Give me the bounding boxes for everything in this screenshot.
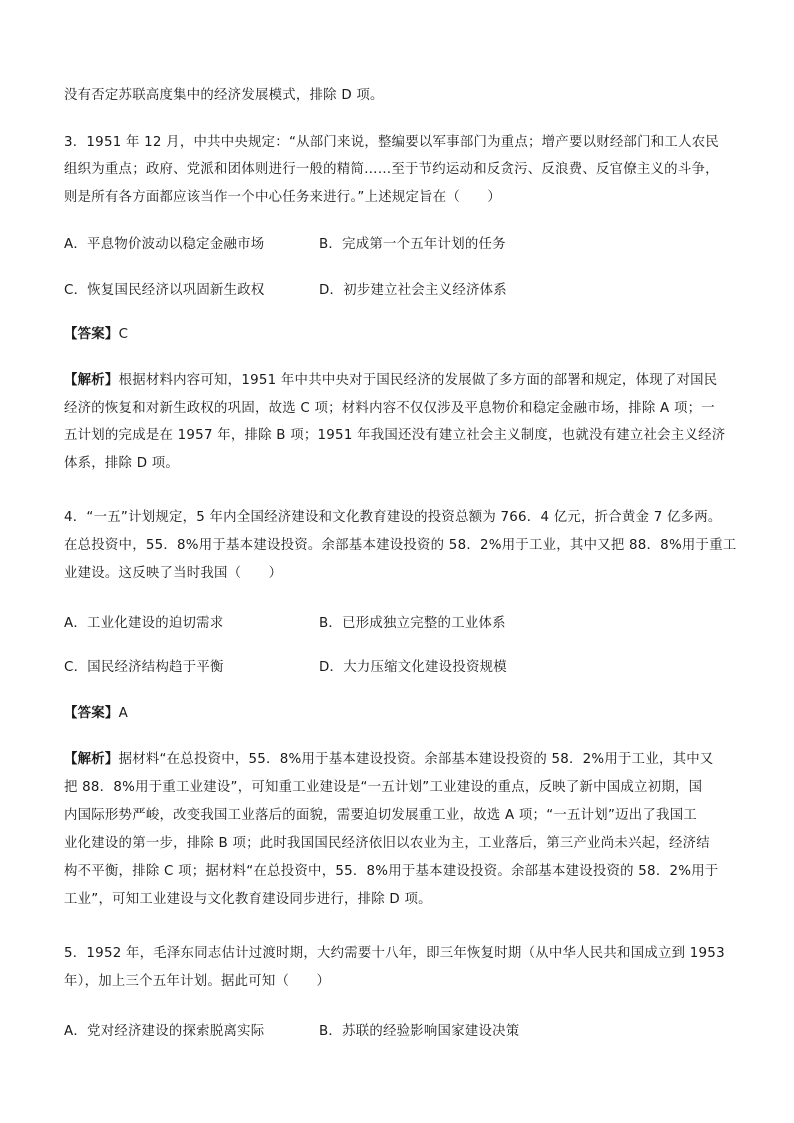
q3-stem-line-3: 则是所有各方面都应该当作一个中心任务来进行。”上述规定旨在（ ） bbox=[64, 190, 501, 205]
q3-answer bbox=[64, 325, 128, 345]
q3-option-b: B．完成第一个五年计划的任务 bbox=[319, 237, 506, 252]
q3-analysis-line-4: 体系，排除 D 项。 bbox=[64, 456, 180, 471]
q4-option-a: A．工业化建设的迫切需求 bbox=[64, 616, 224, 631]
analysis-text: 据材料“在总投资中，55．8%用于基本建设投资。余部基本建设投资的 58．2%用于工业，其中又 bbox=[118, 752, 714, 767]
answer-label: 【答案】 bbox=[64, 706, 119, 721]
q3-analysis-line-3: 五计划的完成是在 1957 年，排除 B 项；1951 年我国还没有建立社会主义制度，也就没有建立社会主义经济 bbox=[64, 428, 726, 443]
q4-analysis-line-6: 工业”，可知工业建设与文化教育建设同步进行，排除 D 项。 bbox=[64, 892, 432, 907]
q4-analysis-line-3: 内国际形势严峻，改变我国工业落后的面貌，需要迫切发展重工业，故选 A 项；“一五计划”迈出了我国工 bbox=[64, 808, 697, 823]
q3-option-d: D．初步建立社会主义经济体系 bbox=[319, 283, 507, 298]
q4-analysis-line-5: 构不平衡，排除 C 项；据材料“在总投资中，55．8%用于基本建设投资。余部基本建设投资的 58．2%用于 bbox=[64, 864, 719, 879]
q3-stem-line-2: 组织为重点；政府、党派和团体则进行一般的精简……至于节约运动和反贪污、反浪费、反官僚主义的斗争， bbox=[64, 162, 719, 177]
q3-stem-line-1: 3．1951 年 12 月，中共中央规定：“从部门来说，整编要以军事部门为重点；增产要以财经部门和工人农民 bbox=[64, 135, 719, 150]
q4-stem-line-3: 业建设。这反映了当时我国（ ） bbox=[64, 566, 283, 581]
answer-label: 【答案】 bbox=[64, 327, 119, 342]
q4-analysis-line-4: 业化建设的第一步，排除 B 项；此时我国国民经济依旧以农业为主，工业落后，第三产业尚未兴起，经济结 bbox=[64, 836, 710, 851]
q3-option-a: A．平息物价波动以稳定金融市场 bbox=[64, 237, 265, 252]
q3-analysis-line-1 bbox=[64, 371, 717, 391]
q4-analysis-line-1 bbox=[64, 750, 714, 770]
q5-stem-line-2: 年），加上三个五年计划。据此可知（ ） bbox=[64, 974, 331, 989]
answer-value: C bbox=[118, 327, 129, 342]
q4-option-c: C．国民经济结构趋于平衡 bbox=[64, 660, 224, 675]
q3-option-c: C．恢复国民经济以巩固新生政权 bbox=[64, 283, 265, 298]
q4-option-b: B．已形成独立完整的工业体系 bbox=[319, 616, 506, 631]
q4-stem-line-2: 在总投资中，55．8%用于基本建设投资。余部基本建设投资的 58．2%用于工业，其中又把 88．8%用于重工 bbox=[64, 538, 737, 553]
q4-stem-line-1: 4．“一五”计划规定，5 年内全国经济建设和文化教育建设的投资总额为 766．4 亿元，折合黄金 7 亿多两。 bbox=[64, 510, 722, 525]
analysis-label: 【解析】 bbox=[64, 752, 119, 767]
q4-option-d: D．大力压缩文化建设投资规模 bbox=[319, 660, 507, 675]
q5-stem-line-1: 5．1952 年，毛泽东同志估计过渡时期，大约需要十八年，即三年恢复时期（从中华人民共和国成立到 1953 bbox=[64, 946, 725, 961]
q4-answer bbox=[64, 704, 128, 724]
q5-option-b: B．苏联的经验影响国家建设决策 bbox=[319, 1024, 520, 1039]
q4-analysis-line-2: 把 88．8%用于重工业建设”，可知重工业建设是“一五计划”工业建设的重点，反映了新中国成立初期，国 bbox=[64, 780, 703, 795]
analysis-text: 根据材料内容可知，1951 年中共中央对于国民经济的发展做了多方面的部署和规定，体现了对国民 bbox=[118, 373, 718, 388]
analysis-label: 【解析】 bbox=[64, 373, 119, 388]
q3-analysis-line-2: 经济的恢复和对新生政权的巩固，故选 C 项；材料内容不仅仅涉及平息物价和稳定金融市场，排除 A 项；一 bbox=[64, 401, 715, 416]
q5-option-a: A．党对经济建设的探索脱离实际 bbox=[64, 1024, 265, 1039]
answer-value: A bbox=[118, 706, 128, 721]
intro-line: 没有否定苏联高度集中的经济发展模式，排除 D 项。 bbox=[64, 88, 384, 103]
